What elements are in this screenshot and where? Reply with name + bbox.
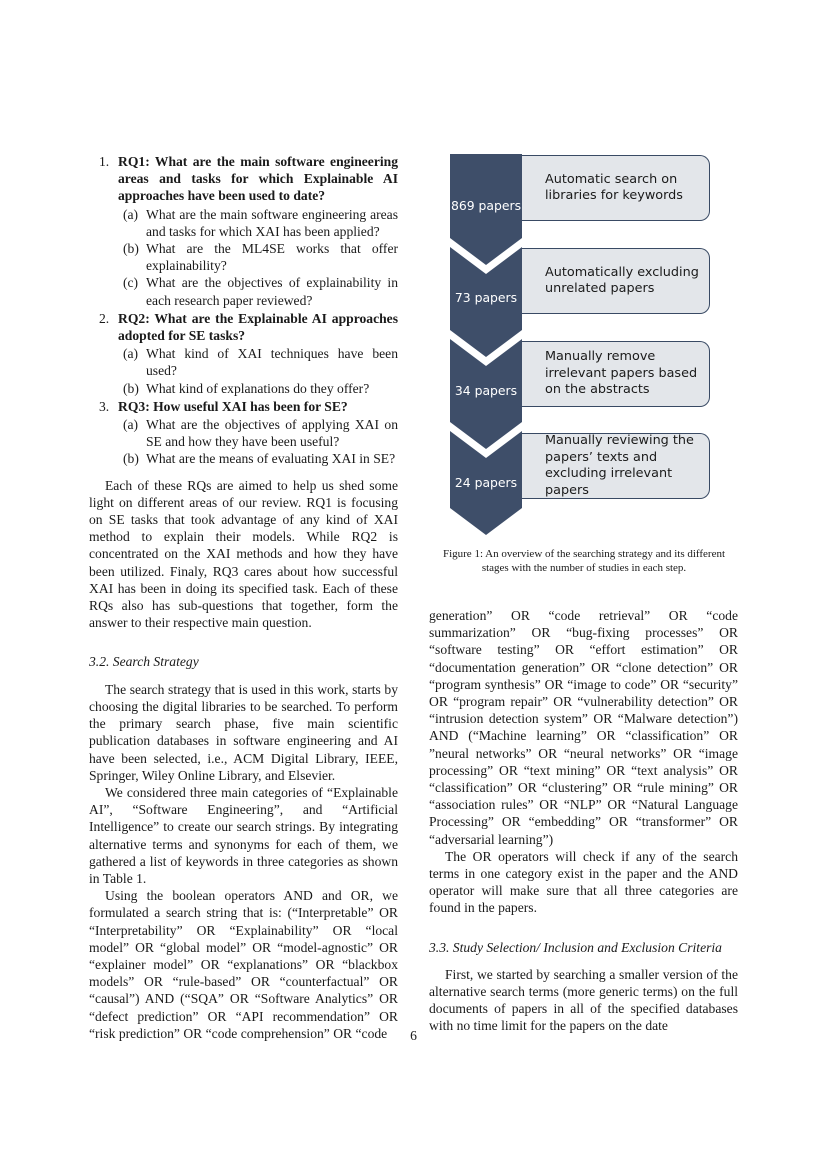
rq-subquestions <box>118 345 398 397</box>
paper-count: 73 papers <box>454 290 518 305</box>
sub-label: (b) <box>123 380 139 396</box>
paragraph: generation” OR “code retrieval” OR “code summarization” OR “bug-fixing processes” OR “software testing” OR “effort estimation” OR “documentation generation” OR “clone detection” OR “program synthesis” OR “image to code” OR “security” OR “program repair” OR “vulnerability detection” OR “intrusion detection system” OR “Malware detection”) AND (“Machine learning” OR “classification” OR ”neural networks” OR “neural networks” OR “image processing” OR “text mining” OR “text analysis” OR “classification” OR “clustering” OR “rule mining” OR “association rules” OR “NLP” OR “Natural Language Processing” OR “embedding” OR “transformer” OR “adversarial learning”) <box>429 608 738 847</box>
paragraph: We considered three main categories of “Explainable AI”, “Software Engineering”, and “Artificial Intelligence” to create our search strings. By integrating alternative terms and synonyms for each of them, we gathered a list of keywords in three categories as shown in Table 1. <box>89 784 398 886</box>
rq-subquestion <box>118 345 398 379</box>
paper-count: 869 papers <box>450 198 522 213</box>
rq-subquestion <box>118 450 398 467</box>
rq-item <box>89 153 398 309</box>
search-strategy-figure <box>445 152 717 537</box>
right-column <box>429 607 738 1035</box>
rq-number: 2. <box>99 310 110 326</box>
stage-text: Manually reviewing the papers’ texts and excluding irrelevant papers <box>545 433 694 498</box>
page-number: 6 <box>410 1028 417 1043</box>
sub-text: What are the objectives of applying XAI on SE and how they have been useful? <box>146 417 398 450</box>
paragraph: The OR operators will check if any of the search terms in one category exist in the paper and the AND operator will make sure that all three categories are found in the papers. <box>429 848 738 916</box>
sub-text: What are the main software engineering areas and tasks for which XAI has been applied? <box>146 206 398 239</box>
rq-subquestions <box>118 416 398 468</box>
rq-subquestion <box>118 274 398 308</box>
paper-count: 24 papers <box>454 475 518 490</box>
section-heading: 3.2. Search Strategy <box>89 654 199 670</box>
figure-caption: Figure 1: An overview of the searching strategy and its different stages with the number of studies in each step. <box>442 548 726 574</box>
sub-label: (a) <box>123 206 139 222</box>
stage-description <box>522 248 710 314</box>
sub-text: What kind of XAI techniques have been used? <box>146 346 398 379</box>
paper-count: 34 papers <box>454 383 518 398</box>
sub-text: What are the objectives of explainability in each research paper reviewed? <box>146 275 398 308</box>
stage-description <box>522 155 710 221</box>
paragraph: The search strategy that is used in this work, starts by choosing the digital libraries to be searched. To perform the primary search phase, five main scientific publication databases in software engineering and AI have been selected, i.e., ACM Digital Library, IEEE, Springer, Wiley Online Library, and Elsevier. <box>89 681 398 783</box>
rq-subquestion <box>118 240 398 274</box>
rq-subquestions <box>118 206 398 309</box>
rq-item <box>89 310 398 397</box>
stage-description <box>522 341 710 407</box>
section-heading: 3.3. Study Selection/ Inclusion and Exclusion Criteria <box>429 939 722 955</box>
paragraph: First, we started by searching a smaller version of the alternative search terms (more generic terms) on the full documents of papers in all of the specified databases with no time limit for the papers on the date <box>429 966 738 1034</box>
left-column <box>89 153 398 1042</box>
sub-text: What are the means of evaluating XAI in SE? <box>146 451 396 467</box>
rq-title: RQ2: What are the Explainable AI approaches adopted for SE tasks? <box>118 310 398 344</box>
rq-title: RQ3: How useful XAI has been for SE? <box>118 398 348 414</box>
rq-subquestion <box>118 416 398 450</box>
stage-text: Automatically excluding unrelated papers <box>545 264 699 296</box>
paragraph: Using the boolean operators AND and OR, we formulated a search string that is: (“Interpretable” OR “Interpretability” OR “Explainability” OR “local model” OR “global model” OR “model-agnostic” OR “explainer model” OR “explanations” OR “blackbox models” OR “rule-based” OR “counterfactual” OR “causal”) AND (“SQA” OR “Software Analytics” OR “defect prediction” OR “API recommendation” OR “risk prediction” OR “code comprehension” OR “code <box>89 888 398 1041</box>
sub-label: (b) <box>123 241 139 257</box>
sub-label: (b) <box>123 451 139 467</box>
sub-label: (c) <box>123 275 139 291</box>
stage-text: Automatic search on libraries for keywords <box>545 171 683 203</box>
rq-subquestion <box>118 206 398 240</box>
sub-text: What kind of explanations do they offer? <box>146 380 370 396</box>
sub-text: What are the ML4SE works that offer explainability? <box>146 241 398 274</box>
sub-label: (a) <box>123 417 139 433</box>
rq-number: 3. <box>99 398 110 414</box>
stage-description <box>522 433 710 499</box>
rq-title: RQ1: What are the main software engineering areas and tasks for which Explainable AI approaches have been used to date? <box>118 154 398 204</box>
stage-text: Manually remove irrelevant papers based on the abstracts <box>545 349 698 398</box>
sub-label: (a) <box>123 346 139 362</box>
rq-subquestion <box>118 380 398 397</box>
rq-item <box>89 398 398 468</box>
rq-summary-paragraph: Each of these RQs are aimed to help us shed some light on different areas of our review. RQ1 is focusing on SE tasks that took advantage of any kind of XAI method to explain their models. While RQ2 is concentrated on the XAI methods and how they have been utilized. Finaly, RQ3 cares about how successful XAI has been in doing its specified task. Each of these RQs also has sub-questions that together, form the answer to their respective main question. <box>89 477 398 631</box>
research-questions-list <box>89 153 398 468</box>
rq-number: 1. <box>99 154 110 169</box>
